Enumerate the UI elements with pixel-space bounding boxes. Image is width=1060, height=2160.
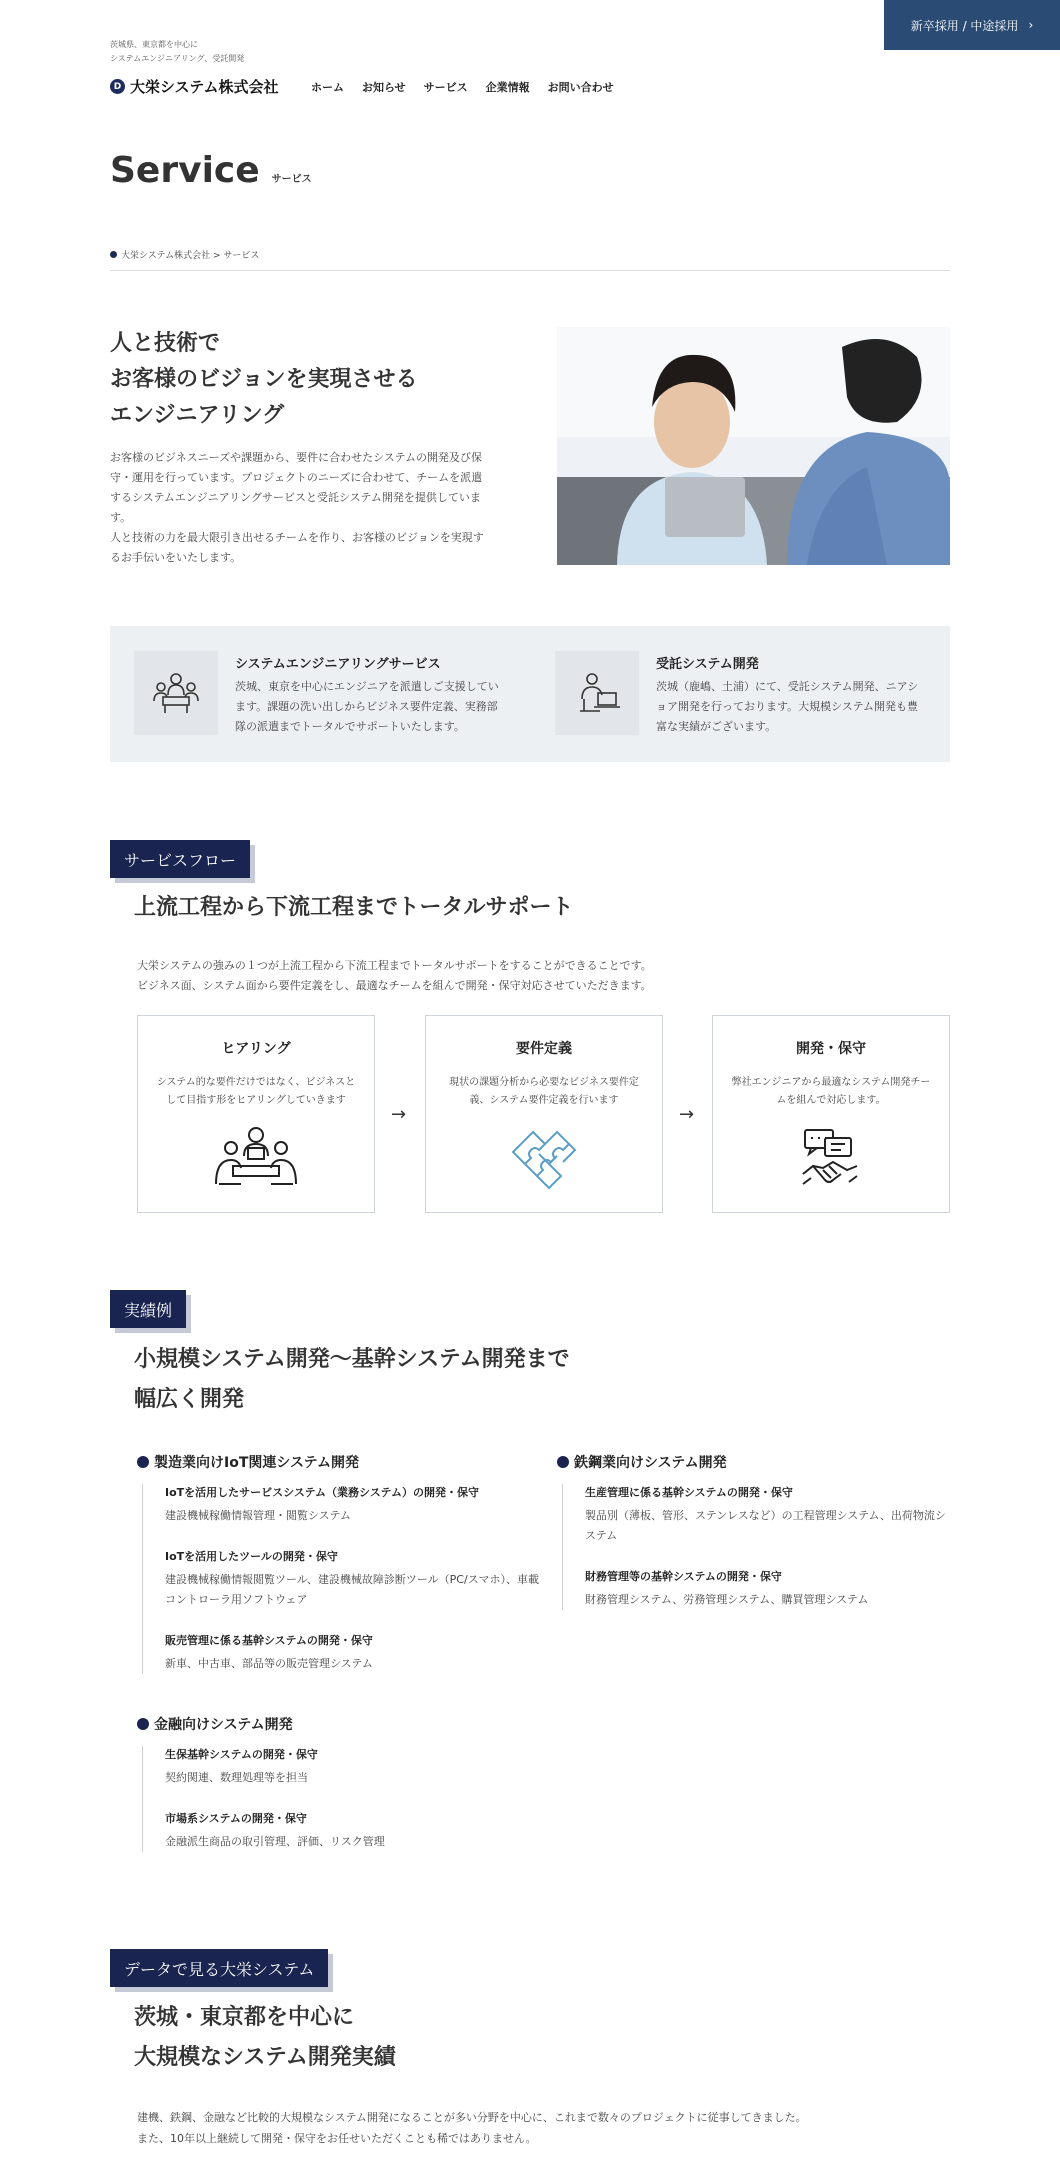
result-item-desc: 製品別（薄板、管形、ステンレスなど）の工程管理システム、出荷物流システム (585, 1509, 946, 1542)
flow-step-development (712, 1015, 950, 1213)
bullet-dot-icon (557, 1456, 569, 1468)
bullet-dot-icon (137, 1718, 149, 1730)
result-item (165, 1746, 542, 1788)
result-item-desc: 新車、中古車、部品等の販売管理システム (165, 1657, 373, 1670)
arrow-right-icon: → (679, 1104, 695, 1125)
result-item-desc: 契約関連、数理処理等を担当 (165, 1771, 308, 1784)
data-description (137, 2107, 807, 2149)
nav-item-home[interactable]: ホーム (311, 81, 344, 94)
intro-body-2: 人と技術の力を最大限引き出せるチームを作り、お客様のビジョンを実現するお手伝いをいたします。 (110, 531, 484, 564)
intro-heading-line-1: 人と技術で (110, 331, 221, 356)
section-label-flow: サービスフロー (110, 840, 250, 878)
flow-step-requirements (425, 1015, 663, 1213)
page-title (110, 150, 312, 191)
result-item-desc: 建設機械稼働情報閲覧ツール、建設機械故障診断ツール（PC/スマホ）、車載コントローラ用ソフトウェア (165, 1573, 539, 1606)
category-name: 鉄鋼業向けシステム開発 (574, 1455, 727, 1471)
recruit-label: 新卒採用 / 中途採用 (910, 18, 1019, 33)
step-title-requirements: 要件定義 (516, 1041, 572, 1057)
data-heading-1: 茨城・東京都を中心に (134, 2005, 355, 2030)
puzzle-icon (509, 1126, 579, 1200)
company-logo[interactable] (110, 76, 279, 97)
result-item-title: IoTを活用したツールの開発・保守 (165, 1550, 338, 1563)
result-item-title: 生保基幹システムの開発・保守 (165, 1748, 318, 1761)
data-desc-1: 建機、鉄鋼、金融など比較的大規模なシステム開発になることが多い分野を中心に、これまで数々のプロジェクトに従事してきました。 (137, 2111, 807, 2124)
service-title-ses: システムエンジニアリングサービス (235, 657, 441, 672)
service-desc-contract: 茨城（鹿嶋、土浦）にて、受託システム開発、ニアショア開発を行っております。大規模システム開発も豊富な実績がございます。 (656, 680, 919, 733)
category-finance (137, 1714, 293, 1734)
results-heading-1: 小規模システム開発〜基幹システム開発まで (134, 1347, 570, 1372)
results-heading-2: 幅広く開発 (134, 1387, 245, 1412)
nav-item-company[interactable]: 企業情報 (485, 81, 530, 94)
service-summary-panel (110, 626, 950, 762)
meeting-icon (211, 1126, 301, 1194)
result-item (165, 1632, 542, 1674)
nav-item-news[interactable]: お知らせ (362, 81, 406, 94)
category-name: 製造業向けIoT関連システム開発 (154, 1455, 359, 1471)
tagline-line-1: 茨城県、東京都を中心に (110, 40, 198, 49)
team-meeting-icon (134, 651, 218, 735)
step-title-development: 開発・保守 (796, 1041, 866, 1057)
service-title-contract: 受託システム開発 (656, 657, 759, 672)
section-label-results: 実績例 (110, 1290, 186, 1328)
step-title-hearing: ヒアリング (221, 1041, 291, 1057)
data-heading (134, 1998, 396, 2078)
arrow-right-icon: → (391, 1104, 407, 1125)
recruit-button[interactable] (884, 0, 1060, 50)
page-title-en: Service (110, 150, 260, 191)
breadcrumb[interactable] (110, 248, 259, 261)
intro-body (110, 448, 490, 568)
data-desc-2: また、10年以上継続して開発・保守をお任せいただくことも稀ではありません。 (137, 2132, 537, 2145)
result-item (585, 1484, 952, 1546)
bullet-dot-icon (137, 1456, 149, 1468)
flow-desc-1: 大栄システムの強みの１つが上流工程から下流工程までトータルサポートをすることができることです。 (137, 959, 652, 972)
data-heading-2: 大規模なシステム開発実績 (134, 2045, 396, 2070)
service-desc-ses: 茨城、東京を中心にエンジニアを派遣しご支援しています。課題の洗い出しからビジネス要件定義、実務部隊の派遣までトータルでサポートいたします。 (235, 680, 499, 733)
result-item (165, 1548, 542, 1610)
business-meeting-photo (557, 327, 950, 565)
intro-heading-line-2: お客様のビジョンを実現させる (110, 367, 418, 392)
category-steel (557, 1452, 727, 1472)
intro-heading-line-3: エンジニアリング (110, 403, 285, 428)
result-item-desc: 金融派生商品の取引管理、評価、リスク管理 (165, 1835, 385, 1848)
intro-heading (110, 326, 418, 434)
tagline (110, 38, 244, 66)
breadcrumb-text[interactable]: 大栄システム株式会社 > サービス (121, 251, 260, 261)
flow-description (137, 956, 652, 996)
flow-heading: 上流工程から下流工程までトータルサポート (134, 895, 574, 920)
result-item (165, 1810, 542, 1852)
result-item (585, 1568, 952, 1610)
intro-body-1: お客様のビジネスニーズや課題から、要件に合わせたシステムの開発及び保守・運用を行っています。プロジェクトのニーズに合わせて、チームを派遣するシステムエンジニアリングサービスと受託システム開発を提供しています。 (110, 451, 483, 524)
main-nav (311, 79, 614, 95)
result-item-title: 販売管理に係る基幹システムの開発・保守 (165, 1634, 373, 1647)
category-items-finance (142, 1746, 542, 1852)
step-desc-requirements: 現状の課題分析から必要なビジネス要件定義、システム要件定義を行います (449, 1077, 639, 1106)
chevron-right-icon: › (1028, 18, 1034, 32)
category-name: 金融向けシステム開発 (154, 1717, 293, 1733)
category-items-steel (562, 1484, 952, 1610)
handshake-icon (801, 1126, 861, 1194)
result-item-title: 財務管理等の基幹システムの開発・保守 (585, 1570, 782, 1583)
step-desc-hearing: システム的な要件だけではなく、ビジネスとして目指す形をヒアリングしていきます (156, 1077, 356, 1106)
result-item-desc: 建設機械稼働情報管理・閲覧システム (165, 1509, 351, 1522)
nav-item-contact[interactable]: お問い合わせ (547, 81, 614, 94)
divider (110, 270, 950, 271)
nav-item-service[interactable]: サービス (423, 81, 468, 94)
result-item-title: 市場系システムの開発・保守 (165, 1812, 307, 1825)
breadcrumb-dot-icon (110, 251, 117, 258)
result-item-desc: 財務管理システム、労務管理システム、購買管理システム (585, 1593, 869, 1606)
results-heading (134, 1340, 570, 1420)
tagline-line-2: システムエンジニアリング、受託開発 (110, 54, 245, 63)
category-manufacturing (137, 1452, 359, 1472)
flow-desc-2: ビジネス面、システム面から要件定義をし、最適なチームを組んで開発・保守対応させていただきます。 (137, 979, 652, 992)
result-item-title: 生産管理に係る基幹システムの開発・保守 (585, 1486, 793, 1499)
developer-icon (555, 651, 639, 735)
logo-mark-icon: D (110, 79, 125, 94)
category-items-manufacturing (142, 1484, 542, 1674)
page-title-jp: サービス (271, 174, 312, 185)
section-label-data: データで見る大栄システム (110, 1949, 328, 1987)
logo-text: 大栄システム株式会社 (130, 78, 279, 96)
step-desc-development: 弊社エンジニアから最適なシステム開発チームを組んで対応します。 (731, 1077, 931, 1106)
result-item (165, 1484, 542, 1526)
result-item-title: IoTを活用したサービスシステム（業務システム）の開発・保守 (165, 1486, 479, 1499)
flow-step-hearing (137, 1015, 375, 1213)
